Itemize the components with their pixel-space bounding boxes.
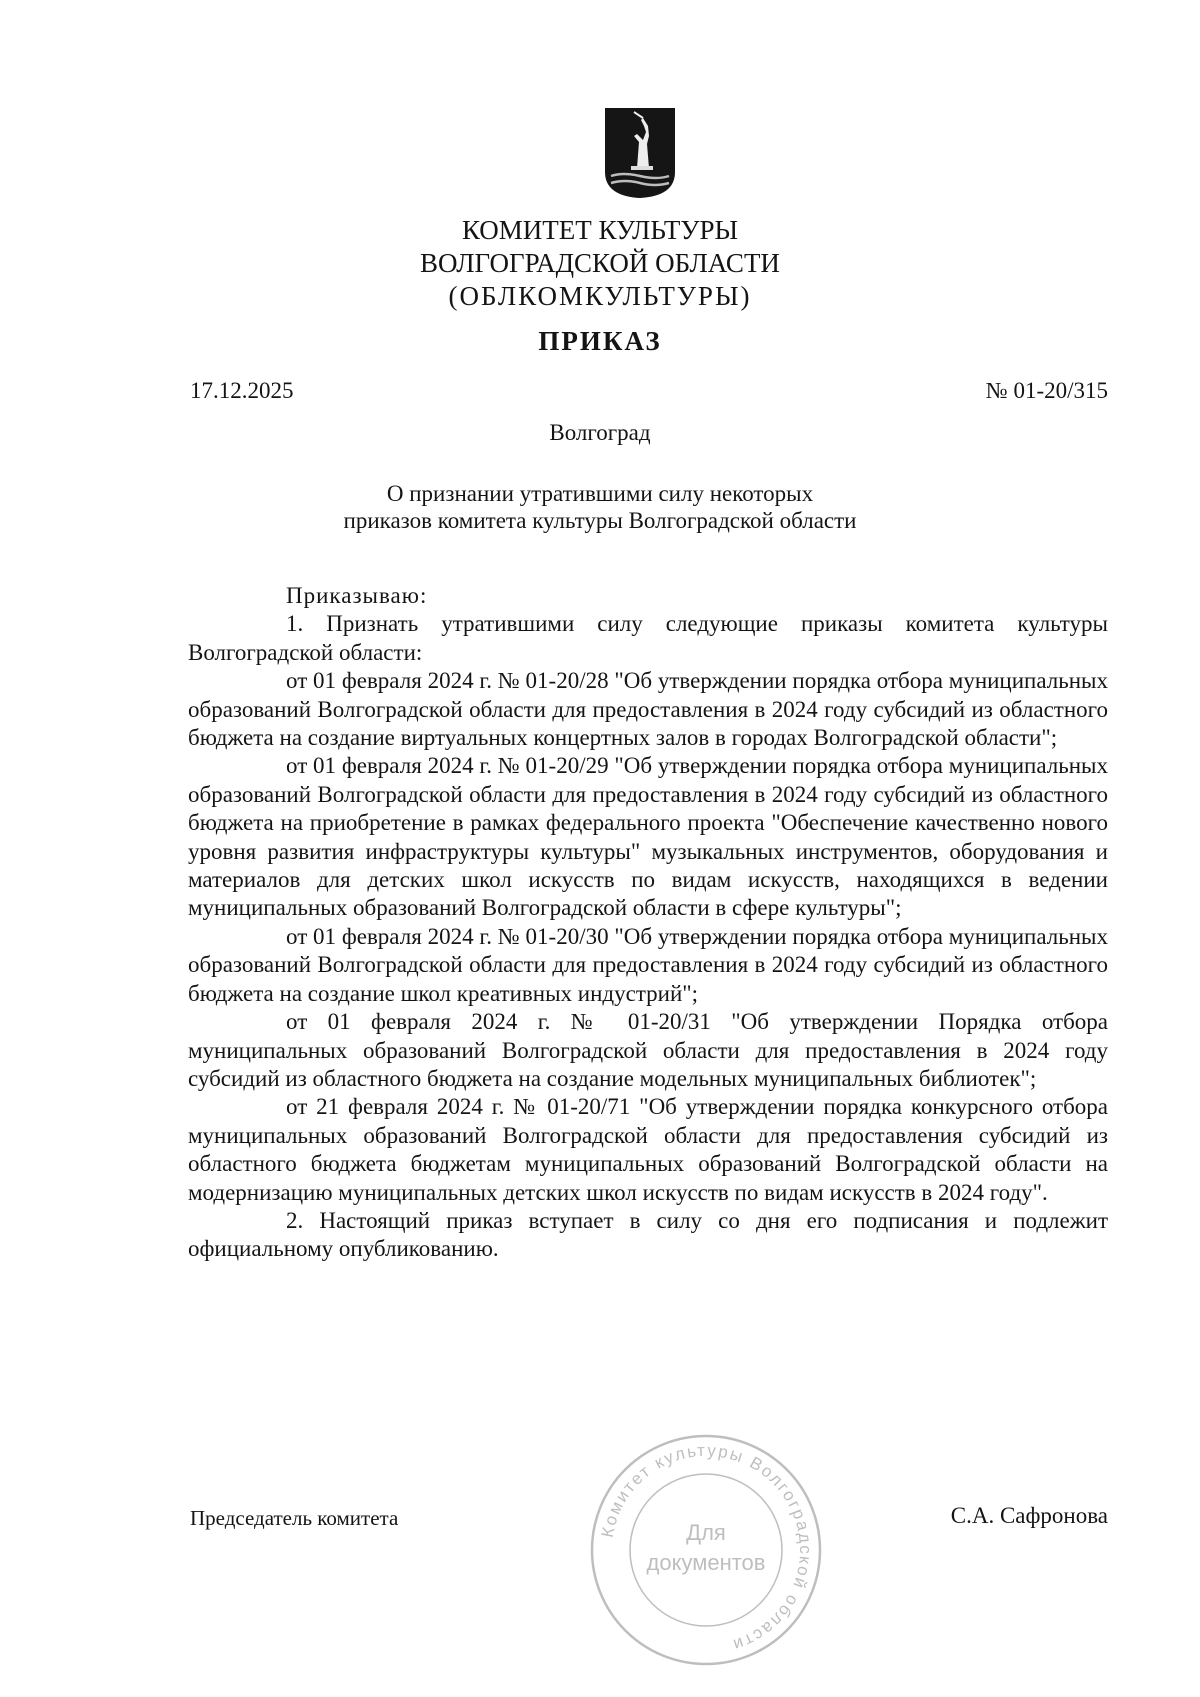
revoked-order-2: от 01 февраля 2024 г. № 01-20/29 "Об утверждении порядка отбора муниципальных образований Волгоградской области для предоставления в 2024 году субсидий из областного бюджета на приобретение в рамках федерального проекта "Обеспечение качественно нового уровня развития инфраструктуры культуры" музыкальных инструментов, оборудования и материалов для детских школ искусств по видам искусств, находящихся в ведении муниципальных образований Волгоградской области в сфере культуры"; xyxy=(188,753,1108,921)
order-item-1: 1. Признать утратившими силу следующие приказы комитета культуры Волгоградской области: xyxy=(188,611,1108,665)
stamp-ring-text: Комитет культуры Волгоградской области xyxy=(597,1440,816,1656)
revoked-order-4: от 01 февраля 2024 г. № 01-20/31 "Об утверждении Порядка отбора муниципальных образований Волгоградской области для предоставления в 2024 году субсидий из областного бюджета на создание модельных муниципальных библиотек"; xyxy=(188,1009,1108,1091)
official-stamp xyxy=(588,1432,824,1668)
revoked-order-1: от 01 февраля 2024 г. № 01-20/28 "Об утверждении порядка отбора муниципальных образований Волгоградской области для предоставления в 2024 году субсидий из областного бюджета на создание виртуальных концертных залов в городах Волгоградской области"; xyxy=(188,668,1108,751)
order-item-2: 2. Настоящий приказ вступает в силу со дня его подписания и подлежит официальному опубликованию. xyxy=(188,1207,1108,1262)
document-type: ПРИКАЗ xyxy=(538,326,662,356)
document-date: 17.12.2025 xyxy=(190,378,294,403)
org-abbreviation: (ОБЛКОМКУЛЬТУРЫ) xyxy=(448,281,752,311)
org-name-line2: ВОЛГОГРАДСКОЙ ОБЛАСТИ xyxy=(420,248,780,278)
organization-name xyxy=(300,214,900,313)
document-body xyxy=(188,582,1108,1264)
subject-line2: приказов комитета культуры Волгоградской области xyxy=(343,508,857,533)
document-city: Волгоград xyxy=(549,420,651,445)
revoked-order-3: от 01 февраля 2024 г. № 01-20/30 "Об утверждении порядка отбора муниципальных образований Волгоградской области для предоставления в 2024 году субсидий из областного бюджета на создание школ креативных индустрий"; xyxy=(188,923,1108,1006)
signatory-name: С.А. Сафронова xyxy=(950,1503,1108,1528)
order-lead: Приказываю: xyxy=(286,583,428,608)
document-number: № 01-20/315 xyxy=(985,378,1108,403)
org-name-line1: КОМИТЕТ КУЛЬТУРЫ xyxy=(461,215,739,245)
document-subject xyxy=(250,480,950,534)
signatory-title: Председатель комитета xyxy=(190,1506,399,1530)
revoked-order-5: от 21 февраля 2024 г. № 01-20/71 "Об утверждении порядка конкурсного отбора муниципальных образований Волгоградской области для предоставления субсидий из областного бюджета бюджетам муниципальных образований Волгоградской области на модернизацию муниципальных детских школ искусств по видам искусств в 2024 году". xyxy=(188,1094,1108,1205)
subject-line1: О признании утратившими силу некоторых xyxy=(386,481,814,506)
stamp-center-line2: документов xyxy=(646,1550,766,1575)
stamp-center-line1: Для xyxy=(686,1520,726,1545)
volgograd-coat-of-arms-icon xyxy=(603,106,677,200)
